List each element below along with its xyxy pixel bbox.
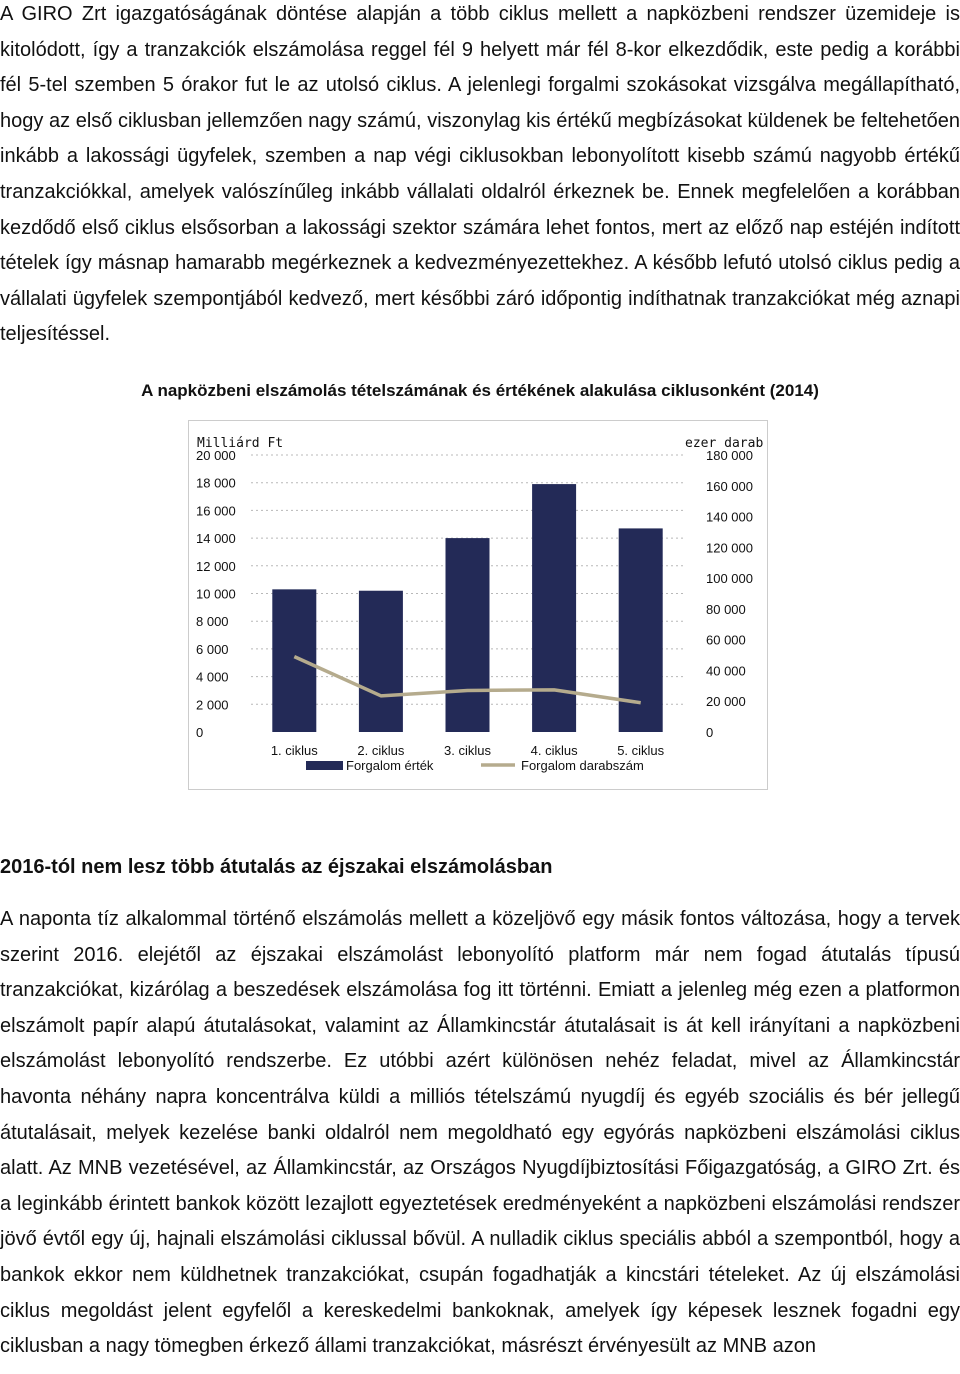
left-tick-label: 6 000 (196, 641, 229, 657)
left-tick-label: 14 000 (196, 531, 236, 547)
bar (532, 484, 576, 732)
left-tick-label: 0 (196, 725, 204, 740)
legend-label-line: Forgalom darabszám (521, 758, 644, 773)
left-axis-label: Milliárd Ft (197, 436, 284, 451)
bar (272, 589, 316, 732)
chart-title: A napközbeni elszámolás tételszámának és értékének alakulása ciklusonként (2014) (141, 381, 819, 400)
legend-swatch-bar (306, 761, 343, 770)
right-tick-label: 80 000 (706, 601, 746, 617)
left-tick-label: 10 000 (196, 586, 236, 602)
chart (189, 421, 767, 789)
right-tick-label: 120 000 (706, 540, 753, 556)
left-tick-label: 8 000 (196, 614, 229, 630)
category-label: 1. ciklus (270, 743, 318, 758)
bar (359, 591, 403, 732)
right-tick-label: 100 000 (706, 571, 753, 587)
right-tick-label: 180 000 (706, 448, 753, 463)
left-tick-label: 16 000 (196, 503, 236, 519)
category-label: 2. ciklus (357, 743, 405, 758)
right-tick-label: 0 (706, 725, 714, 740)
left-tick-label: 4 000 (196, 669, 229, 685)
category-label: 3. ciklus (444, 743, 491, 758)
legend-label-bar: Forgalom érték (346, 758, 434, 773)
section-heading: 2016-tól nem lesz több átutalás az éjszakai elszámolásban (0, 856, 553, 878)
right-tick-label: 20 000 (706, 694, 746, 710)
left-tick-label: 12 000 (196, 558, 236, 574)
right-tick-label: 160 000 (706, 478, 753, 494)
category-label: 4. ciklus (530, 743, 578, 758)
right-tick-label: 140 000 (706, 509, 753, 525)
right-tick-label: 40 000 (706, 663, 746, 679)
left-tick-label: 18 000 (196, 475, 236, 491)
intro-paragraph: A GIRO Zrt igazgatóságának döntése alapján a több ciklus mellett a napközbeni rendszer üzemideje is kitolódott, így a tranzakciók elszámolása reggel fél 9 helyett már fél 8-kor elkezdődik, este pedig a korábbi fél 5-tel szemben 5 órakor fut le az utolsó ciklus. A jelenlegi forgalmi szokásokat vizsgálva megállapítható, hogy az első ciklusban jellemzően nagy számú, viszonylag kis értékű megbízásokat küldenek be feltehetően inkább a lakossági ügyfelek, szemben a nap végi ciklusokban lebonyolított kisebb számú nagyobb értékű tranzakciókkal, amelyek valószínűleg inkább vállalati oldalról érkeznek be. Ennek megfelelően a korábban kezdődő első ciklus elsősorban a lakossági szektor számára lehet fontos, mert az előző nap estéjén indított tételek így másnap hamarabb megérkeznek a kedvezményezettekhez. A később lefutó utolsó ciklus pedig a vállalati ügyfelek szempontjából kedvező, mert későbbi záró időpontig indíthatnak tranzakciókat még aznapi teljesítéssel. (0, 3, 960, 346)
category-label: 5. ciklus (617, 743, 665, 758)
body-paragraph: A naponta tíz alkalommal történő elszámolás mellett a közeljövő egy másik fontos változása, hogy a tervek szerint 2016. elejétől az éjszakai elszámolást lebonyolító platform már nem fogad átutalás típusú tranzakciókat, kizárólag a beszedések elszámolása fog itt történni. Emiatt a jelenleg még ezen a platformon elszámolt papír alapú átutalásokat, valamint az Államkincstár átutalásait is át kell irányítani a napközbeni elszámolást lebonyolító rendszerbe. Ez utóbbi azért különösen nehéz feladat, mivel az Államkincstár havonta néhány napra koncentrálva küldi a milliós tételszámú nyugdíj és egyéb szociális és bér jellegű átutalásait, melyek kezelése banki oldalról nem megoldható egy egyórás napközbeni elszámolási ciklus alatt. Az MNB vezetésével, az Államkincstár, az Országos Nyugdíjbiztosítási Főigazgatóság, a GIRO Zrt. és a leginkább érintett bankok között lezajlott egyeztetések eredményeként a napközbeni elszámolási rendszer jövő évtől egy új, hajnali elszámolási ciklussal bővül. A nulladik ciklus speciális abból a szempontból, hogy a bankok ekkor nem küldhetnek tranzakciókat, csupán fogadhatják a kincstári tételeket. Az új elszámolási ciklus megoldást jelent egyfelől a kereskedelmi bankoknak, amelyek így képesek lesznek fogadni egy ciklusban a nagy tömegben érkező állami tranzakciókat, másrészt érvényesült az MNB azon (0, 908, 960, 1358)
right-tick-label: 60 000 (706, 632, 746, 648)
left-tick-label: 20 000 (196, 448, 236, 463)
right-axis-label: ezer darab (685, 436, 764, 451)
chart-frame (188, 420, 768, 790)
bar (446, 538, 490, 732)
left-tick-label: 2 000 (196, 697, 229, 713)
